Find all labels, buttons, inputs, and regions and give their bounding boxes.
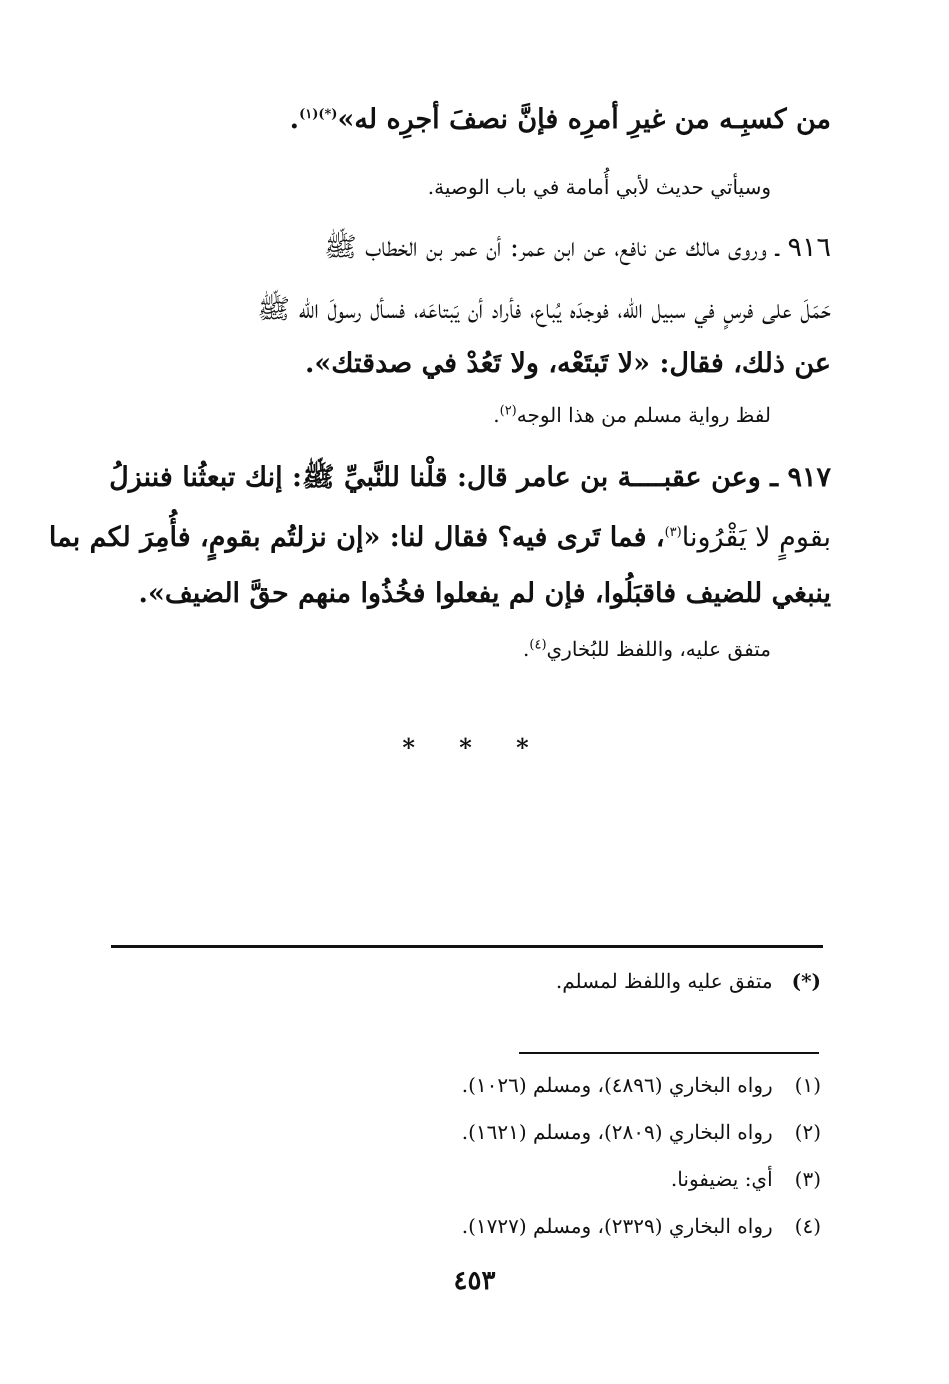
line-text-a: بقومٍ لا يَقْرُونا: [681, 522, 831, 553]
hadith-916-line-2: حَمَلَ على فرسٍ في سبيل الله، فوجدَه يُباع، فأراد أن يَبتاعَه، فسأل رسولَ الله ﷺ: [257, 294, 831, 325]
hadith-917-line-3: ينبغي للضيف فاقبَلُوا، فإن لم يفعلوا فخُذُوا منهم حقَّ الضيف».: [138, 578, 831, 609]
section-separator: * * *: [402, 733, 547, 762]
source-end: .: [523, 637, 530, 661]
footnote-ref: (٣): [664, 525, 682, 540]
footnote-text: رواه البخاري (٢٨٠٩)، ومسلم (١٦٢١).: [461, 1120, 773, 1144]
source-text: لفظ رواية مسلم من هذا الوجه: [516, 403, 771, 427]
body-line-1: [110, 100, 831, 140]
hadith-916-line-3: عن ذلك، فقال: «لا تَبتَعْه، ولا تَعُدْ في صدقتك».: [305, 348, 831, 379]
hadith-917-line-2: [48, 518, 831, 558]
footnote-3: [110, 1164, 821, 1194]
source-text: متفق عليه، واللفظ للبُخاري: [546, 637, 771, 661]
footnote-divider-short: [519, 1052, 819, 1054]
footnote-text: متفق عليه واللفظ لمسلم.: [555, 969, 773, 993]
footnote-number: (٢): [794, 1120, 821, 1144]
footnote-4: [110, 1211, 821, 1241]
line-text-b: ، فما تَرى فيه؟ فقال لنا: «إن نزلتُم بقومٍ، فأُمِرَ لكم بما: [48, 522, 665, 553]
footnote-2: [110, 1117, 821, 1147]
body-line-1-end: .: [289, 104, 300, 135]
footnote-star: [110, 966, 821, 996]
hadith-916-source: [110, 400, 771, 430]
body-line-2: وسيأتي حديث لأبي أُمامة في باب الوصية.: [427, 175, 771, 199]
hadith-917-line-1: ٩١٧ ـ وعن عقبــــة بن عامر قال: قلْنا للنَّبيِّ ﷺ: إنك تبعثُنا فننزلُ: [109, 462, 831, 493]
footnote-mark: (*): [791, 969, 821, 993]
source-end: .: [493, 403, 500, 427]
footnote-text: أي: يضيفونا.: [670, 1167, 773, 1191]
body-line-1-text: من كسبِـه من غيرِ أمرِه فإنَّ نصفَ أجرِه له»: [337, 104, 831, 135]
footnote-ref: (٤): [529, 637, 547, 653]
footnote-number: (٣): [794, 1167, 821, 1191]
footnote-text: رواه البخاري (٤٨٩٦)، ومسلم (١٠٢٦).: [461, 1073, 773, 1097]
page-number: ٤٥٣: [453, 1266, 496, 1296]
footnote-text: رواه البخاري (٢٣٢٩)، ومسلم (١٧٢٧).: [461, 1214, 773, 1238]
hadith-916-line-1: ٩١٦ ـ وروى مالك عن نافع، عن ابن عمر: أن عمر بن الخطاب ﷺ: [324, 232, 831, 263]
footnote-1: [110, 1070, 821, 1100]
footnote-divider: [111, 945, 823, 948]
hadith-917-source: [110, 634, 771, 664]
footnote-ref: (*)(١): [299, 107, 338, 122]
footnote-ref: (٢): [499, 403, 517, 419]
footnote-number: (٤): [794, 1214, 821, 1238]
footnote-number: (١): [794, 1073, 821, 1097]
